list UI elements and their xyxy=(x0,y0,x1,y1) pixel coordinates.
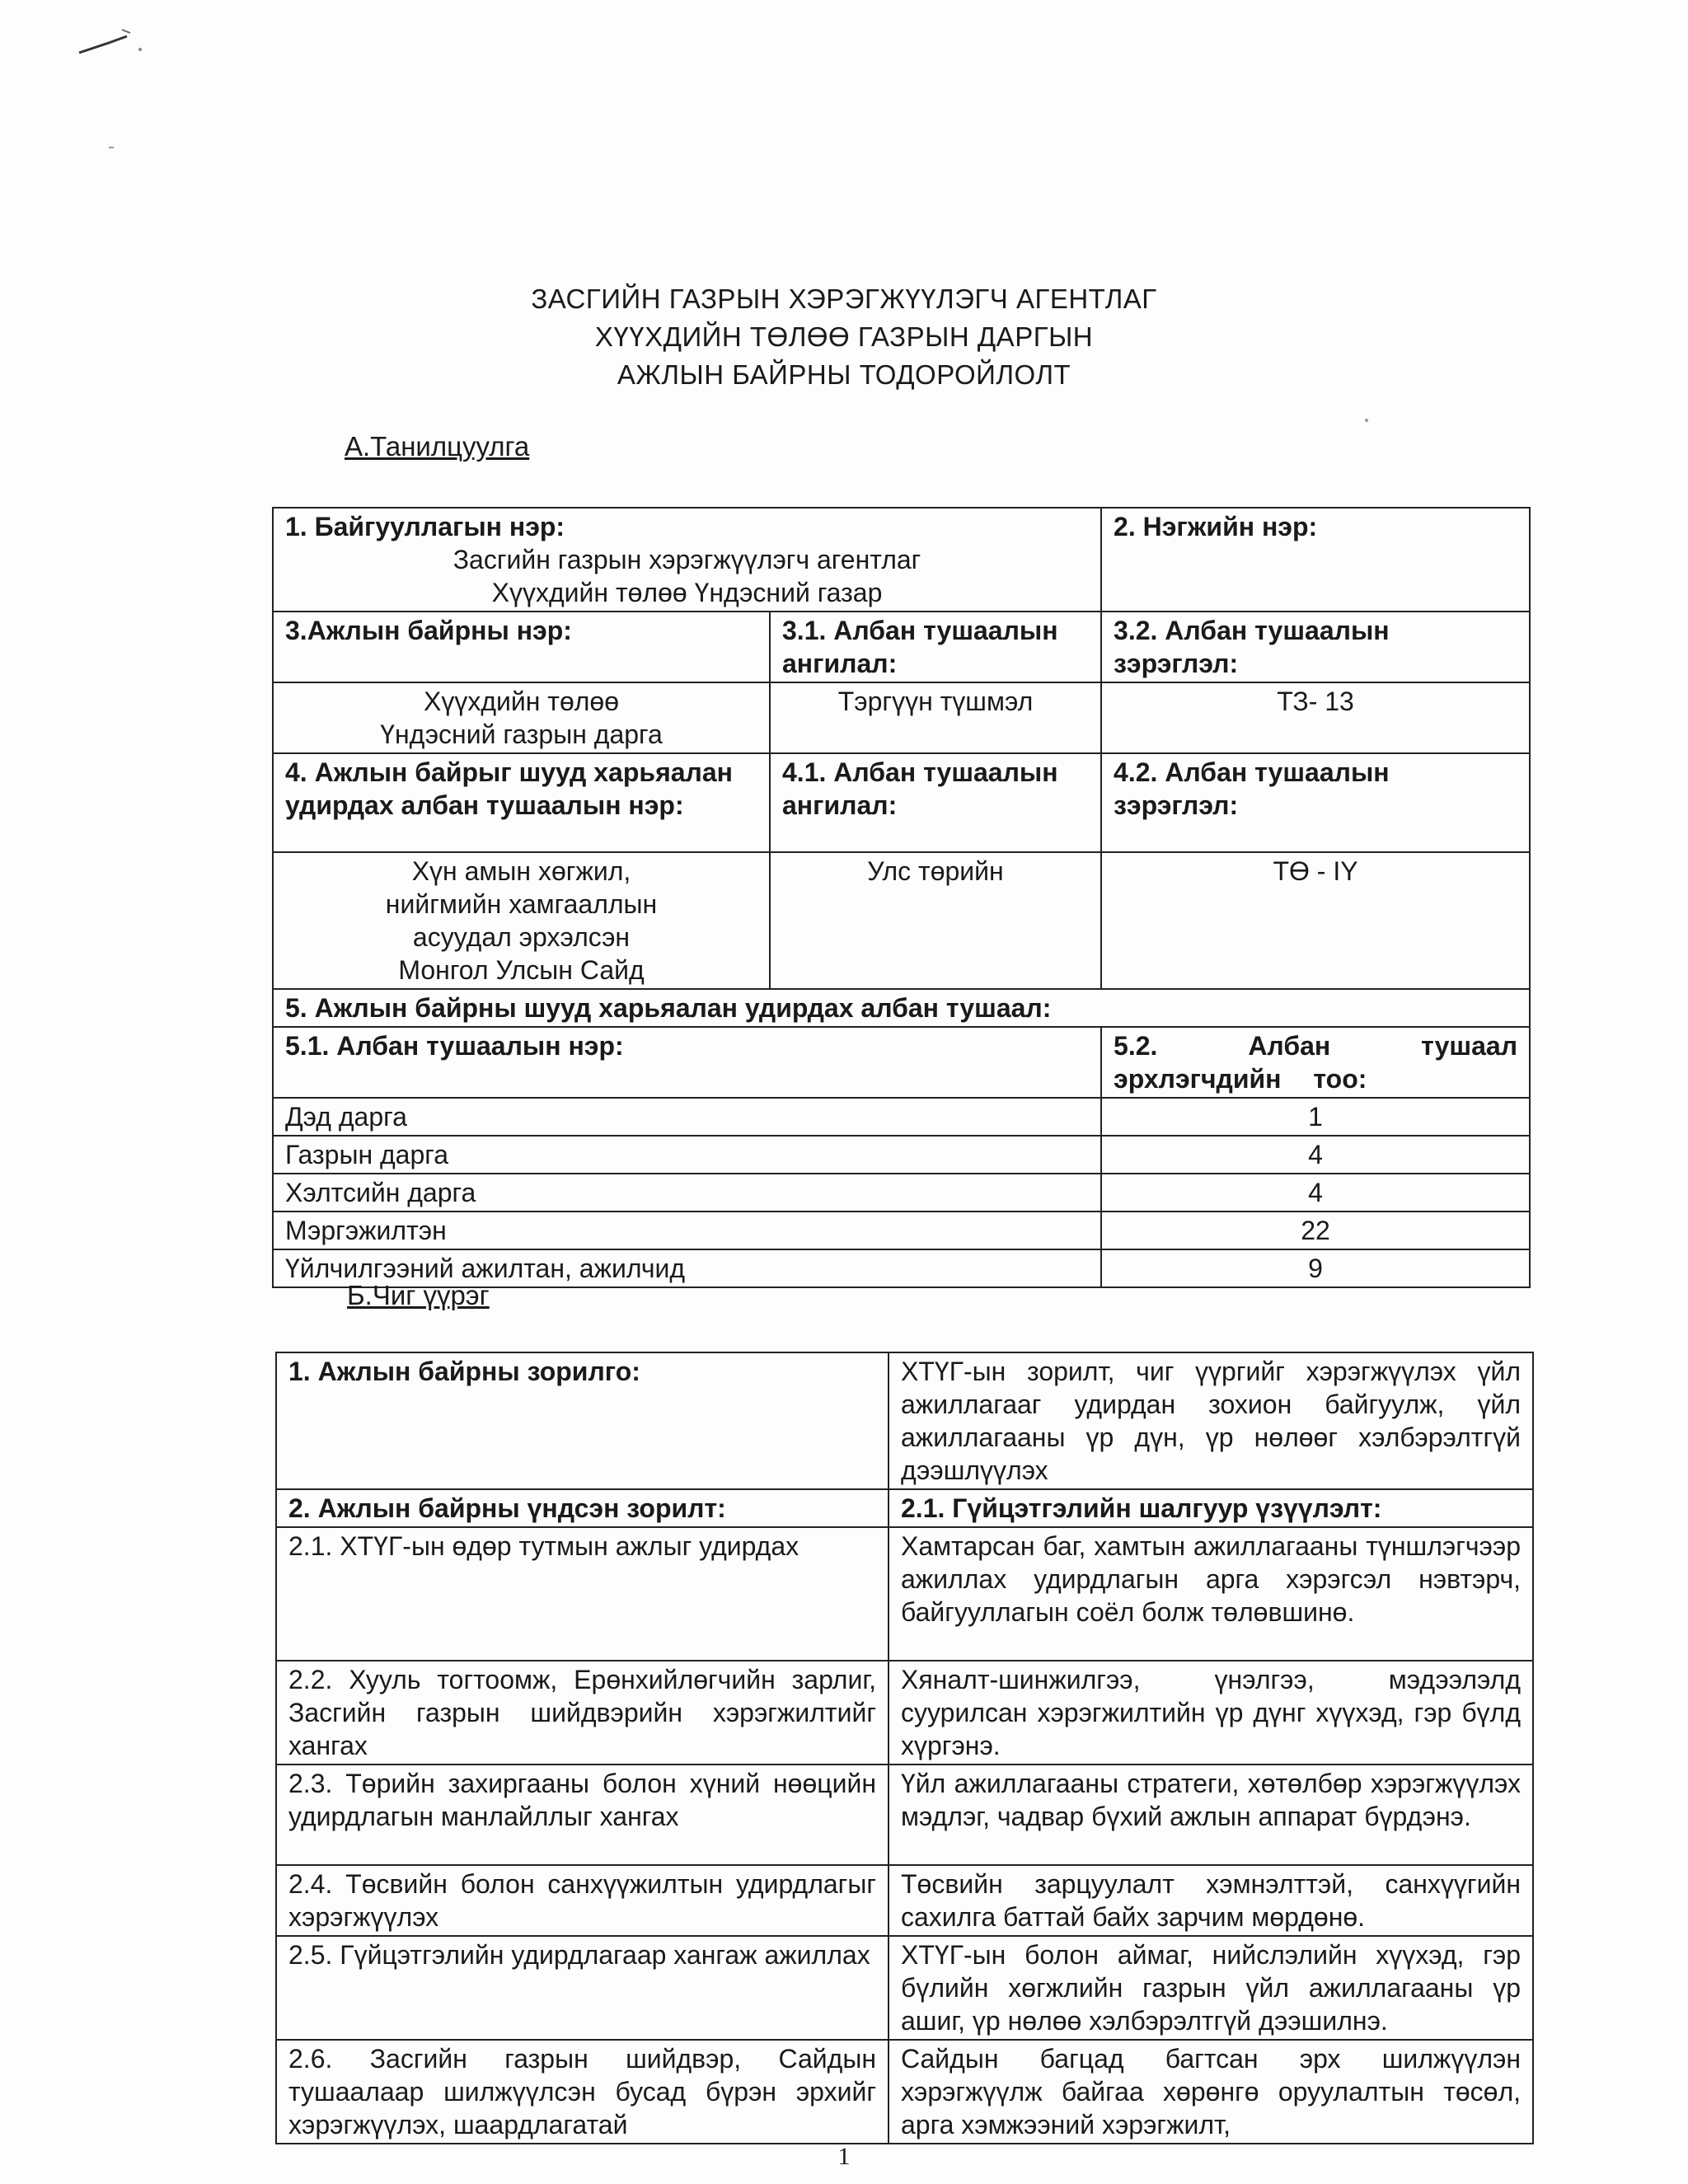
supervisor-name-line-4: Монгол Улсын Сайд xyxy=(398,955,645,985)
position-count: 22 xyxy=(1101,1212,1530,1249)
criteria-text: Хяналт-шинжилгээ, үнэлгээ, мэдээлэлд суурилсан хэрэгжилтийн үр дүнг хүүхэд, гэр бүлд хүргэнэ. xyxy=(889,1661,1533,1765)
rank-label: 3.2. Албан тушаалын зэрэглэл: xyxy=(1101,612,1530,682)
criteria-text: Төсвийн зарцуулалт хэмнэлттэй, санхүүгийн сахилга баттай байх зарчим мөрдөнө. xyxy=(889,1865,1533,1936)
pen-mark xyxy=(76,25,150,58)
position-name: Дэд дарга xyxy=(273,1098,1101,1136)
job-label: 3.Ажлын байрны нэр: xyxy=(273,612,770,682)
supervisor-name-line-3: асуудал эрхэлсэн xyxy=(412,922,631,952)
goal-text: 2.2. Хууль тогтоомж, Ерөнхийлөгчийн зарлиг, Засгийн газрын шийдвэрийн хэрэгжилтийг хангах xyxy=(276,1661,889,1765)
class-label: 3.1. Албан тушаалын ангилал: xyxy=(770,612,1101,682)
position-count: 9 xyxy=(1101,1249,1530,1287)
position-count: 4 xyxy=(1101,1174,1530,1212)
scan-speck xyxy=(1365,419,1368,422)
supervisor-class-value: Улс төрийн xyxy=(770,852,1101,989)
criteria-text: Сайдын багцад багтсан эрх шилжүүлэн хэрэгжүүлж байгаа хөрөнгө оруулалтын төсөл, арга хэмжээний хэрэгжилт, xyxy=(889,2040,1533,2144)
purpose-text: ХТҮГ-ын зорилт, чиг үүргийг хэрэгжүүлэх үйл ажиллагааг удирдан зохион байгуулж, үйл ажиллагааны үр дүн, үр нөлөөг хэлбэрэлтгүй дээшлүүлэх xyxy=(889,1352,1533,1489)
introduction-table xyxy=(272,507,1531,1288)
header-line-1: ЗАСГИЙН ГАЗРЫН ХЭРЭГЖҮҮЛЭГЧ АГЕНТЛАГ xyxy=(531,284,1157,314)
functions-table xyxy=(275,1352,1534,2144)
header-line-3: АЖЛЫН БАЙРНЫ ТОДОРОЙЛОЛТ xyxy=(617,359,1071,390)
document-header xyxy=(0,280,1688,394)
criteria-text: Үйл ажиллагааны стратеги, хөтөлбөр хэрэгжүүлэх мэдлэг, чадвар бүхий ажлын аппарат бүрдэнэ. xyxy=(889,1765,1533,1865)
rank-value: ТЗ- 13 xyxy=(1101,682,1530,753)
org-cell xyxy=(273,508,1101,612)
goal-text: 2.4. Төсвийн болон санхүүжилтын удирдлагыг хэрэгжүүлэх xyxy=(276,1865,889,1936)
supervisor-rank-label: 4.2. Албан тушаалын зэрэглэл: xyxy=(1101,753,1530,852)
purpose-label: 1. Ажлын байрны зорилго: xyxy=(276,1352,889,1489)
position-name: Газрын дарга xyxy=(273,1136,1101,1174)
class-value: Тэргүүн түшмэл xyxy=(770,682,1101,753)
position-count: 1 xyxy=(1101,1098,1530,1136)
job-name-line-2: Үндэсний газрын дарга xyxy=(380,719,663,749)
position-name-header: 5.1. Албан тушаалын нэр: xyxy=(273,1027,1101,1098)
goal-text: 2.6. Засгийн газрын шийдвэр, Сайдын тушаалаар шилжүүлсэн бусад бүрэн эрхийг хэрэгжүүлэх, шаардлагатай xyxy=(276,2040,889,2144)
org-name-line-2: Хүүхдийн төлөө Үндэсний газар xyxy=(491,578,883,607)
criteria-text: ХТҮГ-ын болон аймаг, нийслэлийн хүүхэд, гэр бүлийн хөгжлийн газрын үйл ажиллагааны үр ашиг, үр нөлөө хэлбэрэлтгүй дээшилнэ. xyxy=(889,1936,1533,2040)
position-name: Хэлтсийн дарга xyxy=(273,1174,1101,1212)
org-name-line-1: Засгийн газрын хэрэгжүүлэгч агентлаг xyxy=(452,545,921,574)
header-line-2: ХҮҮХДИЙН ТӨЛӨӨ ГАЗРЫН ДАРГЫН xyxy=(594,321,1094,352)
job-name-line-1: Хүүхдийн төлөө xyxy=(423,687,620,716)
position-count-header: 5.2. Албан тушаал эрхлэгчдийн тоо: xyxy=(1101,1027,1530,1098)
criteria-text: Хамтарсан баг, хамтын ажиллагааны түншлэгчээр ажиллах удирдлагын арга хэрэгсэл нэвтэрч, байгууллагын соёл болж төлөвшинө. xyxy=(889,1527,1533,1661)
position-name: Мэргэжилтэн xyxy=(273,1212,1101,1249)
managed-positions-label: 5. Ажлын байрны шууд харьяалан удирдах албан тушаал: xyxy=(273,989,1530,1027)
section-b-title: Б.Чиг үүрэг xyxy=(347,1280,490,1310)
job-name-cell xyxy=(273,682,770,753)
supervisor-name-line-1: Хүн амын хөгжил, xyxy=(411,856,631,886)
supervisor-class-label: 4.1. Албан тушаалын ангилал: xyxy=(770,753,1101,852)
org-label: 1. Байгууллагын нэр: xyxy=(285,512,565,541)
page-number: 1 xyxy=(837,2143,851,2170)
position-count: 4 xyxy=(1101,1136,1530,1174)
supervisor-label: 4. Ажлын байрыг шууд харьяалан удирдах албан тушаалын нэр: xyxy=(273,753,770,852)
scan-speck xyxy=(109,147,114,148)
section-a-title: А.Танилцуулга xyxy=(345,431,530,462)
supervisor-name-cell xyxy=(273,852,770,989)
goal-text: 2.5. Гүйцэтгэлийн удирдлагаар хангаж ажиллах xyxy=(276,1936,889,2040)
criteria-header: 2.1. Гүйцэтгэлийн шалгуур үзүүлэлт: xyxy=(889,1489,1533,1527)
supervisor-rank-value: ТӨ - IY xyxy=(1101,852,1530,989)
position-name: Үйлчилгээний ажилтан, ажилчид xyxy=(273,1249,1101,1287)
goal-text: 2.3. Төрийн захиргааны болон хүний нөөцийн удирдлагын манлайллыг хангах xyxy=(276,1765,889,1865)
main-goal-header: 2. Ажлын байрны үндсэн зорилт: xyxy=(276,1489,889,1527)
goal-text: 2.1. ХТҮГ-ын өдөр тутмын ажлыг удирдах xyxy=(276,1527,889,1661)
unit-label: 2. Нэгжийн нэр: xyxy=(1101,508,1530,612)
supervisor-name-line-2: нийгмийн хамгааллын xyxy=(385,889,658,919)
